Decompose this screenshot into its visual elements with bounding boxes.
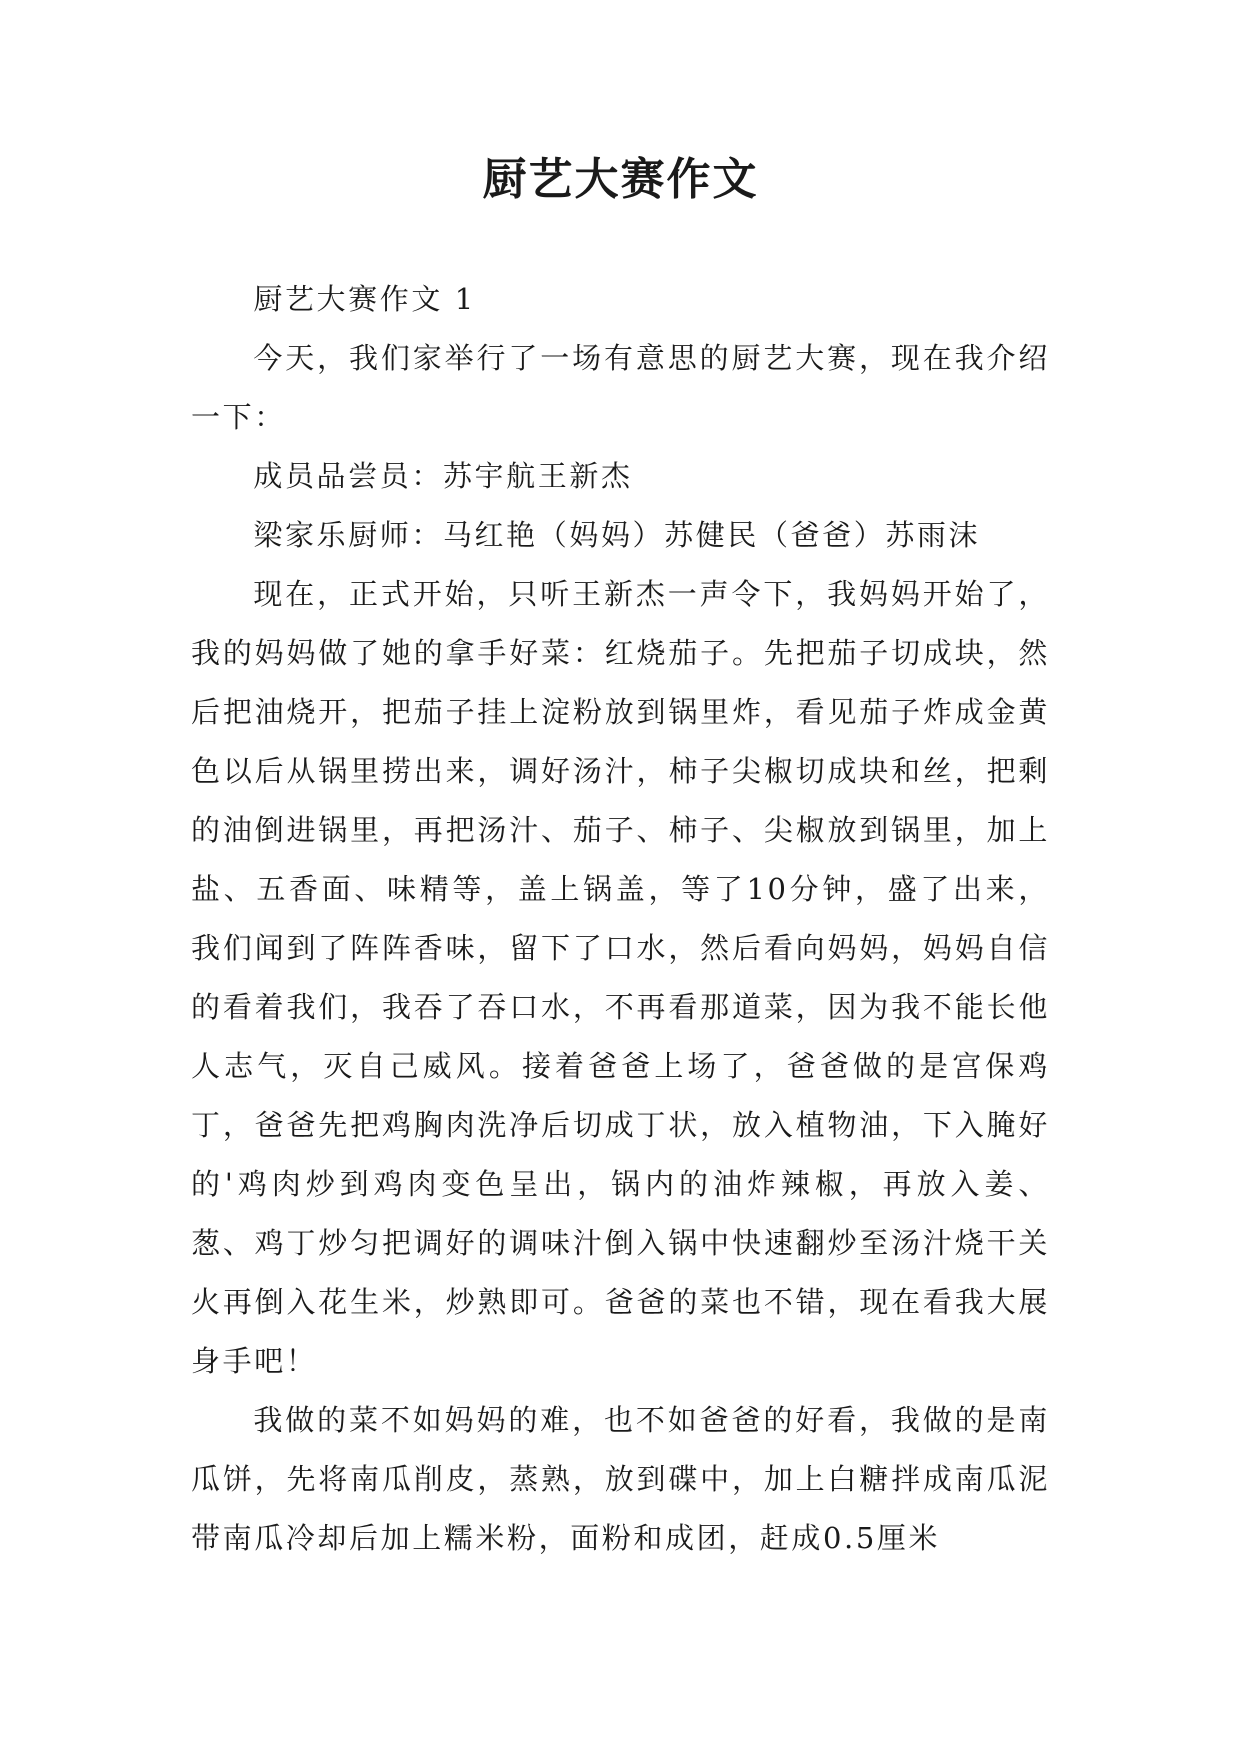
paragraph-my-dish: 我做的菜不如妈妈的难，也不如爸爸的好看，我做的是南瓜饼，先将南瓜削皮，蒸熟，放到碟中，加上白糖拌成南瓜泥带南瓜冷却后加上糯米粉，面粉和成团，赶成0.5厘米 (191, 1403, 1050, 1555)
document-title: 厨艺大赛作文 (482, 154, 759, 205)
paragraph-tasters: 成员品尝员：苏宇航王新杰 (253, 459, 633, 493)
paragraph-chefs: 梁家乐厨师：马红艳（妈妈）苏健民（爸爸）苏雨沫 (253, 518, 981, 552)
document-body (191, 270, 1050, 1568)
paragraph-competition: 现在，正式开始，只听王新杰一声令下，我妈妈开始了，我的妈妈做了她的拿手好菜：红烧茄子。先把茄子切成块，然后把油烧开，把茄子挂上淀粉放到锅里炸，看见茄子炸成金黄色以后从锅里捞出来，调好汤汁，柿子尖椒切成块和丝，把剩的油倒进锅里，再把汤汁、茄子、柿子、尖椒放到锅里，加上盐、五香面、味精等，盖上锅盖，等了10分钟，盛了出来，我们闻到了阵阵香味，留下了口水，然后看向妈妈，妈妈自信的看着我们，我吞了吞口水，不再看那道菜，因为我不能长他人志气，灭自己威风。接着爸爸上场了，爸爸做的是宫保鸡丁，爸爸先把鸡胸肉洗净后切成丁状，放入植物油，下入腌好的'鸡肉炒到鸡肉变色呈出，锅内的油炸辣椒，再放入姜、葱、鸡丁炒匀把调好的调味汁倒入锅中快速翻炒至汤汁烧干关火再倒入花生米，炒熟即可。爸爸的菜也不错，现在看我大展身手吧！ (191, 577, 1050, 1378)
paragraph-intro: 今天，我们家举行了一场有意思的厨艺大赛，现在我介绍一下： (191, 341, 1050, 434)
section-heading: 厨艺大赛作文 1 (253, 282, 476, 316)
